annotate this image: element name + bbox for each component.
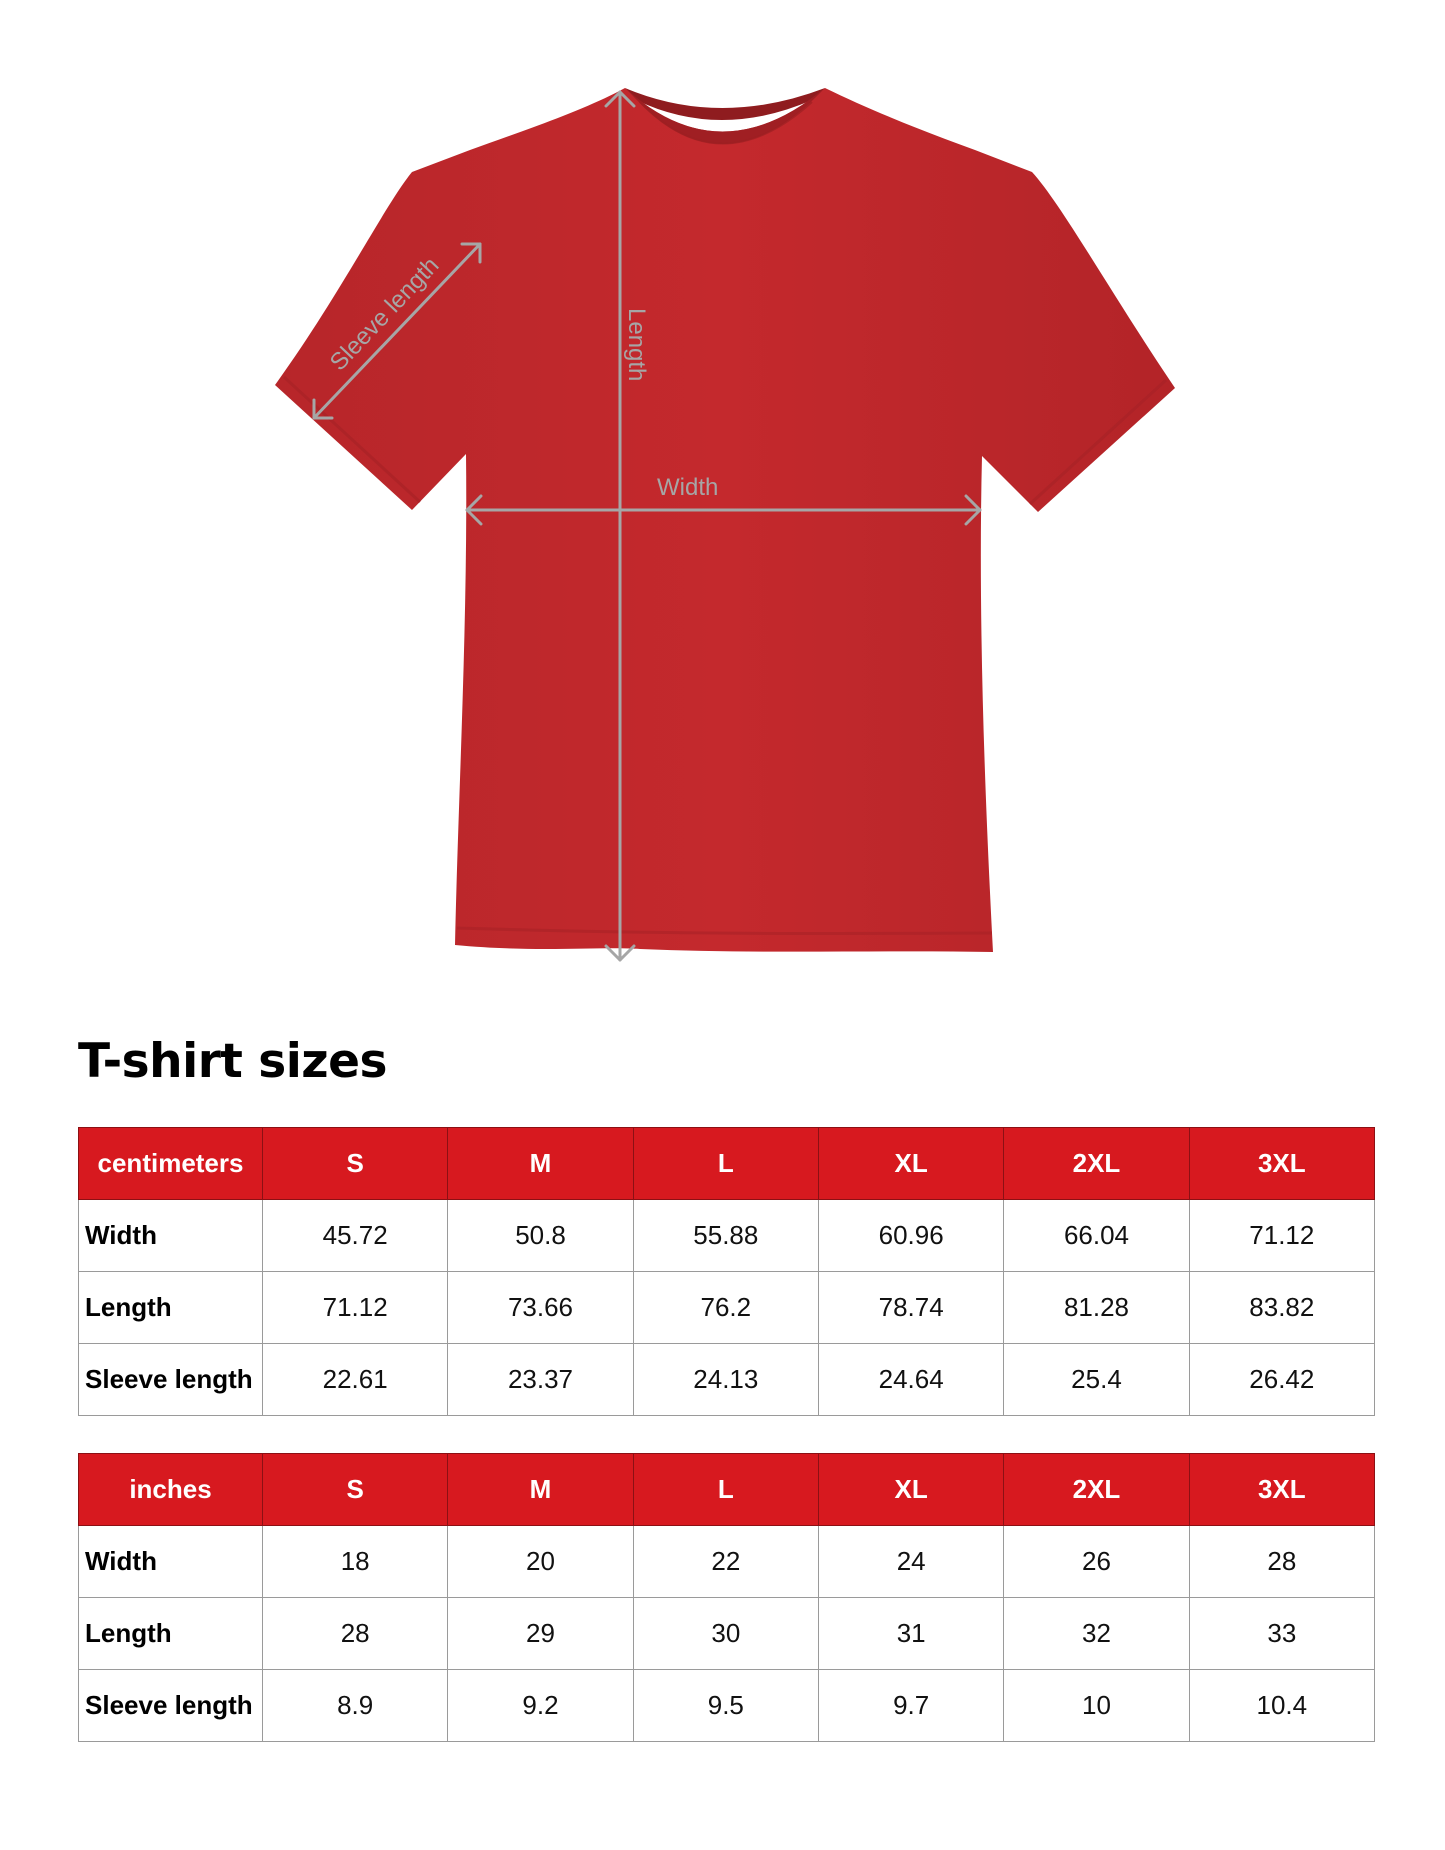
table-header-row [79, 1128, 1375, 1200]
table-cell: 55.88 [633, 1200, 818, 1272]
table-row [79, 1272, 1375, 1344]
size-header: 3XL [1189, 1128, 1374, 1200]
table-cell: 20 [448, 1526, 633, 1598]
unit-header: inches [79, 1454, 263, 1526]
size-header: 2XL [1004, 1454, 1189, 1526]
table-cell: 26 [1004, 1526, 1189, 1598]
row-label: Length [79, 1272, 263, 1344]
size-header: L [633, 1128, 818, 1200]
table-cell: 9.5 [633, 1670, 818, 1742]
table-cell: 76.2 [633, 1272, 818, 1344]
table-cell: 29 [448, 1598, 633, 1670]
table-cell: 45.72 [263, 1200, 448, 1272]
table-cell: 31 [818, 1598, 1003, 1670]
table-cell: 10 [1004, 1670, 1189, 1742]
table-header-row [79, 1454, 1375, 1526]
table-cell: 22 [633, 1526, 818, 1598]
table-cell: 71.12 [263, 1272, 448, 1344]
size-header: S [263, 1128, 448, 1200]
table-cell: 8.9 [263, 1670, 448, 1742]
size-header: M [448, 1128, 633, 1200]
size-header: XL [818, 1454, 1003, 1526]
table-cell: 81.28 [1004, 1272, 1189, 1344]
table-row [79, 1670, 1375, 1742]
size-header: XL [818, 1128, 1003, 1200]
table-cell: 50.8 [448, 1200, 633, 1272]
length-label: Length [623, 308, 650, 382]
table-cell: 71.12 [1189, 1200, 1374, 1272]
size-header: M [448, 1454, 633, 1526]
row-label: Length [79, 1598, 263, 1670]
table-cell: 23.37 [448, 1344, 633, 1416]
row-label: Width [79, 1526, 263, 1598]
size-table-inches [78, 1453, 1375, 1742]
table-cell: 83.82 [1189, 1272, 1374, 1344]
table-cell: 24.64 [818, 1344, 1003, 1416]
table-cell: 24.13 [633, 1344, 818, 1416]
table-cell: 33 [1189, 1598, 1374, 1670]
table-cell: 28 [263, 1598, 448, 1670]
shirt-body [275, 88, 1175, 952]
size-header: L [633, 1454, 818, 1526]
table-cell: 25.4 [1004, 1344, 1189, 1416]
table-cell: 78.74 [818, 1272, 1003, 1344]
size-header: S [263, 1454, 448, 1526]
page-title: T-shirt sizes [78, 1034, 388, 1089]
table-cell: 60.96 [818, 1200, 1003, 1272]
table-cell: 22.61 [263, 1344, 448, 1416]
table-cell: 9.7 [818, 1670, 1003, 1742]
table-cell: 30 [633, 1598, 818, 1670]
table-cell: 26.42 [1189, 1344, 1374, 1416]
size-header: 3XL [1189, 1454, 1374, 1526]
table-row [79, 1200, 1375, 1272]
width-label: Width [657, 474, 719, 501]
table-cell: 10.4 [1189, 1670, 1374, 1742]
table-cell: 24 [818, 1526, 1003, 1598]
size-header: 2XL [1004, 1128, 1189, 1200]
row-label: Width [79, 1200, 263, 1272]
sleeve-length-label: Sleeve length [324, 252, 445, 377]
row-label: Sleeve length [79, 1344, 263, 1416]
table-cell: 32 [1004, 1598, 1189, 1670]
table-cell: 66.04 [1004, 1200, 1189, 1272]
table-cell: 9.2 [448, 1670, 633, 1742]
size-table-centimeters [78, 1127, 1375, 1416]
unit-header: centimeters [79, 1128, 263, 1200]
row-label: Sleeve length [79, 1670, 263, 1742]
table-cell: 28 [1189, 1526, 1374, 1598]
table-row [79, 1526, 1375, 1598]
table-cell: 18 [263, 1526, 448, 1598]
table-cell: 73.66 [448, 1272, 633, 1344]
table-row [79, 1344, 1375, 1416]
table-row [79, 1598, 1375, 1670]
